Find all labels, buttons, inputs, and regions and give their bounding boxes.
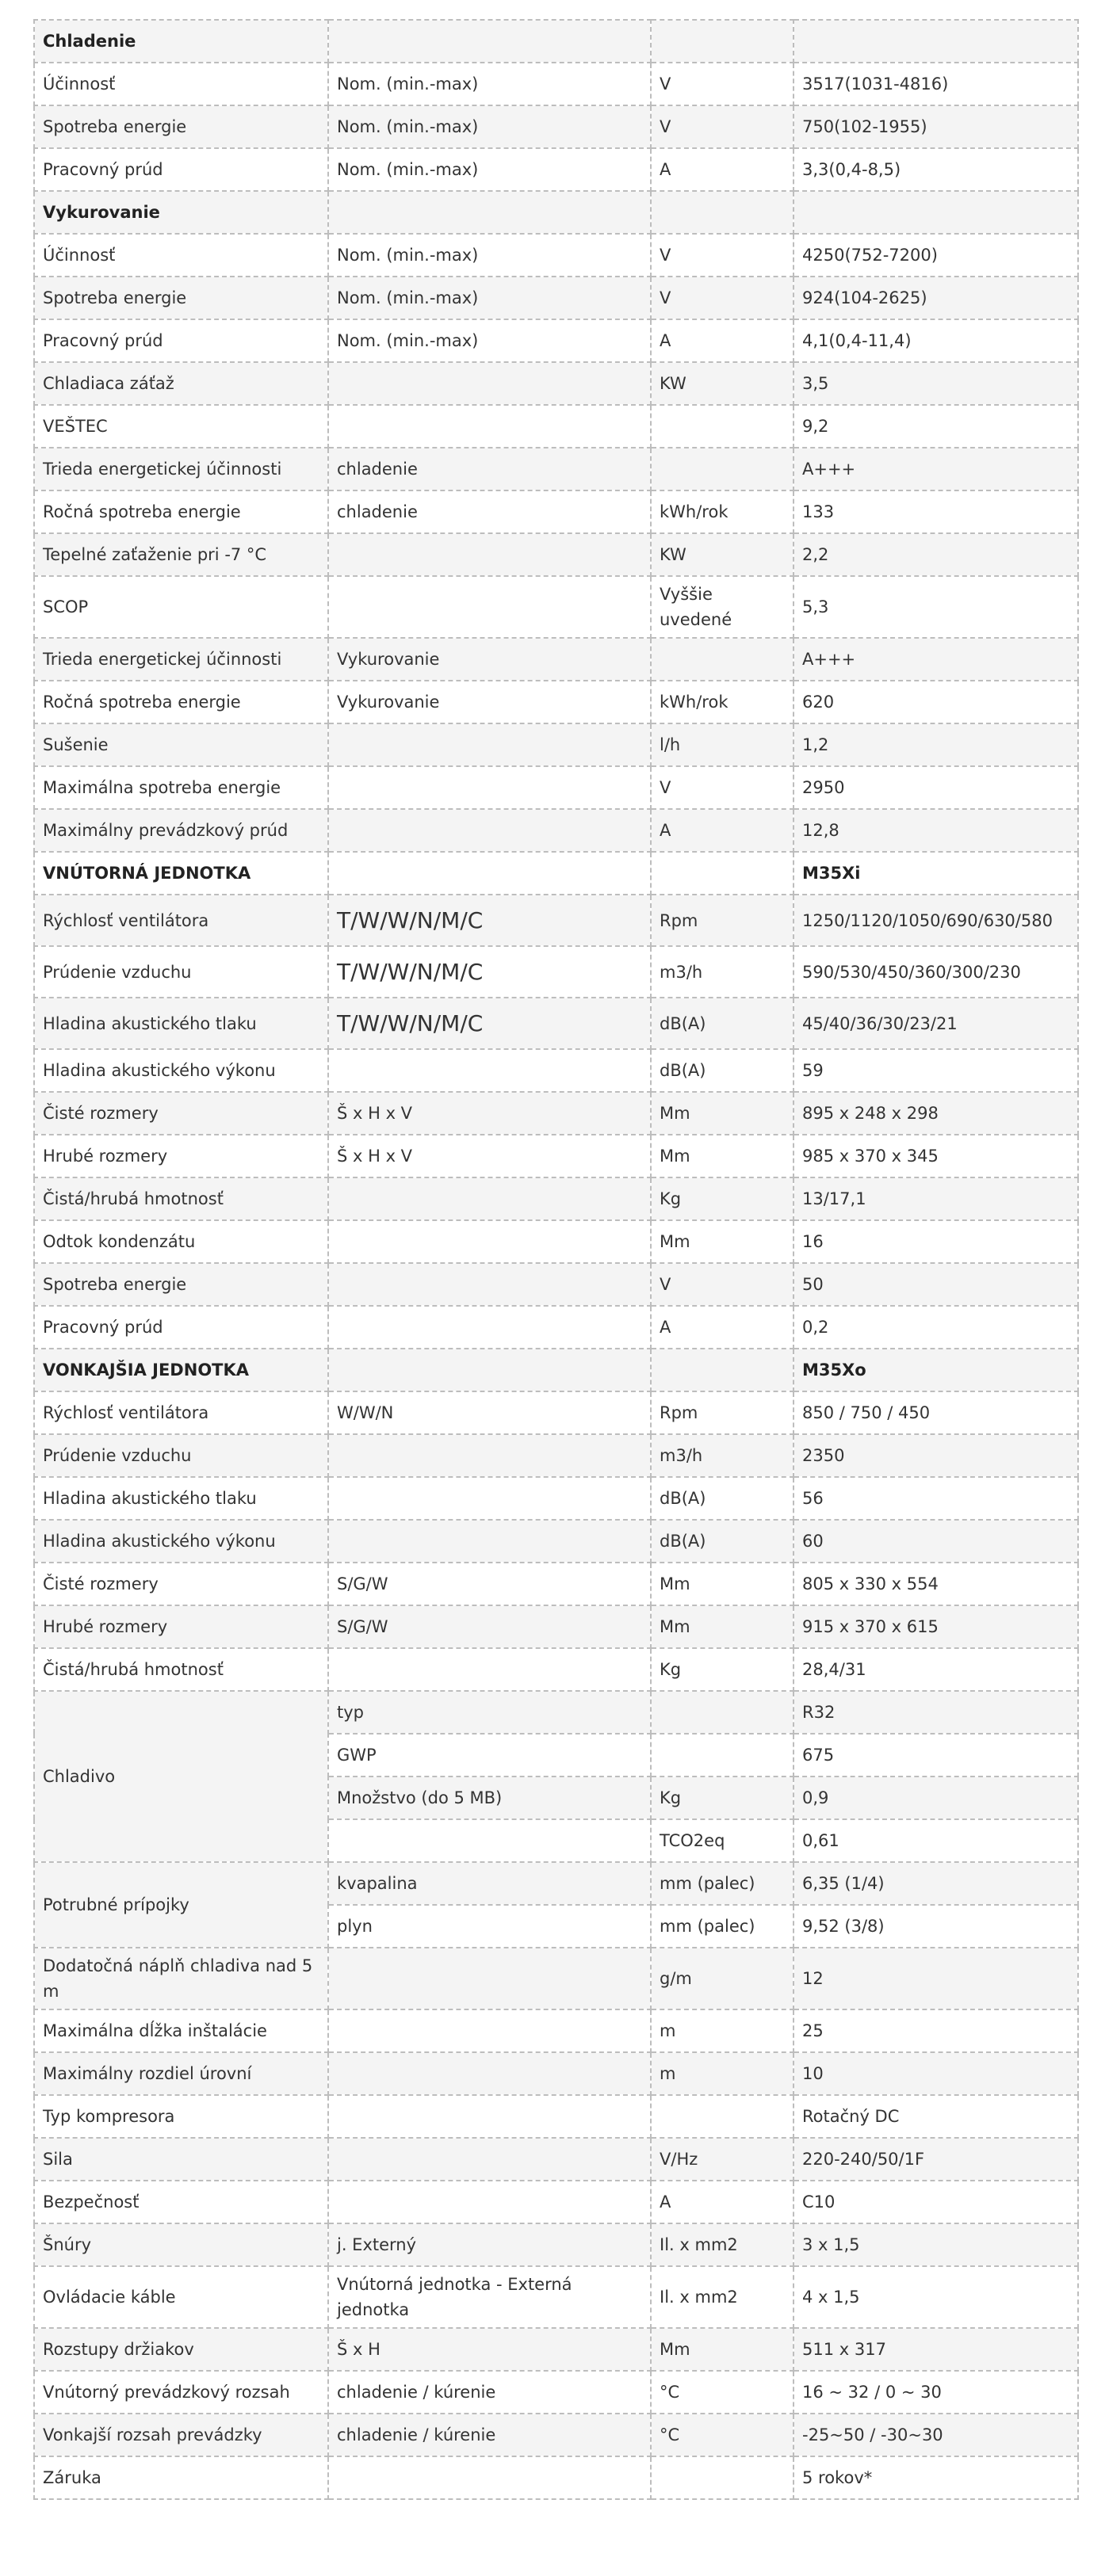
parameter-cell: Pracovný prúd [34, 319, 328, 362]
table-row [34, 681, 1078, 723]
condition-cell [328, 2052, 651, 2095]
value-cell: 1,2 [794, 723, 1078, 766]
condition-cell [328, 1220, 651, 1263]
table-row [34, 2223, 1078, 2266]
table-row [34, 63, 1078, 105]
condition-cell [328, 1349, 651, 1391]
table-row [34, 723, 1078, 766]
parameter-cell: VEŠTEC [34, 405, 328, 448]
condition-cell: W/W/N [328, 1391, 651, 1434]
value-cell: 1250/1120/1050/690/630/580 [794, 895, 1078, 946]
condition-cell: j. Externý [328, 2223, 651, 2266]
parameter-cell: Rozstupy držiakov [34, 2328, 328, 2371]
condition-cell [328, 1819, 651, 1862]
unit-cell: Rpm [651, 1391, 794, 1434]
unit-cell: Rpm [651, 895, 794, 946]
table-row [34, 946, 1078, 998]
value-cell: 4,1(0,4-11,4) [794, 319, 1078, 362]
unit-cell: Mm [651, 1092, 794, 1135]
value-cell: 2,2 [794, 533, 1078, 576]
unit-cell: dB(A) [651, 998, 794, 1049]
table-row [34, 277, 1078, 319]
value-cell: 28,4/31 [794, 1648, 1078, 1691]
condition-cell: Vykurovanie [328, 638, 651, 681]
parameter-cell: Pracovný prúd [34, 1306, 328, 1349]
unit-cell [651, 1691, 794, 1734]
table-row [34, 1092, 1078, 1135]
value-cell: 16 ~ 32 / 0 ~ 30 [794, 2371, 1078, 2414]
parameter-cell: Hladina akustického výkonu [34, 1049, 328, 1092]
value-cell: 13/17,1 [794, 1177, 1078, 1220]
table-row [34, 533, 1078, 576]
condition-cell [328, 20, 651, 63]
unit-cell: kWh/rok [651, 490, 794, 533]
value-cell: 45/40/36/30/23/21 [794, 998, 1078, 1049]
condition-cell: chladenie [328, 448, 651, 490]
table-row [34, 1648, 1078, 1691]
condition-cell [328, 1520, 651, 1563]
unit-cell: °C [651, 2371, 794, 2414]
table-row [34, 1605, 1078, 1648]
parameter-cell: Trieda energetickej účinnosti [34, 448, 328, 490]
table-row [34, 2052, 1078, 2095]
condition-cell [328, 1948, 651, 2009]
parameter-cell: Spotreba energie [34, 1263, 328, 1306]
unit-cell [651, 405, 794, 448]
value-cell: 3,5 [794, 362, 1078, 405]
table-row [34, 809, 1078, 852]
parameter-cell: Rýchlosť ventilátora [34, 1391, 328, 1434]
table-row [34, 1948, 1078, 2009]
parameter-cell: Hladina akustického výkonu [34, 1520, 328, 1563]
table-row [34, 234, 1078, 277]
table-row [34, 362, 1078, 405]
value-cell: 56 [794, 1477, 1078, 1520]
unit-cell [651, 852, 794, 895]
value-cell: 25 [794, 2009, 1078, 2052]
value-cell: 590/530/450/360/300/230 [794, 946, 1078, 998]
value-cell: 60 [794, 1520, 1078, 1563]
table-row [34, 1691, 1078, 1734]
table-row [34, 2181, 1078, 2223]
unit-cell: KW [651, 362, 794, 405]
unit-cell: dB(A) [651, 1477, 794, 1520]
parameter-cell: Ročná spotreba energie [34, 490, 328, 533]
unit-cell: m [651, 2009, 794, 2052]
unit-cell: V [651, 63, 794, 105]
value-cell: 4250(752-7200) [794, 234, 1078, 277]
table-row [34, 1306, 1078, 1349]
parameter-cell: Hrubé rozmery [34, 1605, 328, 1648]
value-cell: C10 [794, 2181, 1078, 2223]
value-cell: 4 x 1,5 [794, 2266, 1078, 2328]
table-row [34, 2328, 1078, 2371]
parameter-cell: VNÚTORNÁ JEDNOTKA [34, 852, 328, 895]
value-cell: 59 [794, 1049, 1078, 1092]
parameter-cell: Spotreba energie [34, 105, 328, 148]
unit-cell: Il. x mm2 [651, 2266, 794, 2328]
table-row [34, 895, 1078, 946]
parameter-cell: Vonkajší rozsah prevádzky [34, 2414, 328, 2456]
condition-cell: Š x H [328, 2328, 651, 2371]
unit-cell [651, 638, 794, 681]
parameter-cell: Rýchlosť ventilátora [34, 895, 328, 946]
parameter-cell: Bezpečnosť [34, 2181, 328, 2223]
table-row [34, 2456, 1078, 2499]
condition-cell: Nom. (min.-max) [328, 105, 651, 148]
unit-cell [651, 2456, 794, 2499]
parameter-cell: Hrubé rozmery [34, 1135, 328, 1177]
section-header-row [34, 1349, 1078, 1391]
condition-cell: chladenie / kúrenie [328, 2371, 651, 2414]
parameter-cell: Čisté rozmery [34, 1092, 328, 1135]
unit-cell: dB(A) [651, 1520, 794, 1563]
parameter-cell: Chladivo [34, 1691, 328, 1862]
value-cell: 5 rokov* [794, 2456, 1078, 2499]
condition-cell [328, 1648, 651, 1691]
condition-cell: Nom. (min.-max) [328, 277, 651, 319]
condition-cell: Š x H x V [328, 1092, 651, 1135]
table-row [34, 766, 1078, 809]
table-row [34, 2371, 1078, 2414]
table-row [34, 1263, 1078, 1306]
unit-cell: Il. x mm2 [651, 2223, 794, 2266]
condition-cell [328, 362, 651, 405]
unit-cell: m [651, 2052, 794, 2095]
parameter-cell: Maximálna spotreba energie [34, 766, 328, 809]
parameter-cell: Chladiaca záťaž [34, 362, 328, 405]
unit-cell: Kg [651, 1648, 794, 1691]
condition-cell [328, 576, 651, 638]
unit-cell: Kg [651, 1776, 794, 1819]
table-row [34, 638, 1078, 681]
parameter-cell: Potrubné prípojky [34, 1862, 328, 1948]
parameter-cell: Typ kompresora [34, 2095, 328, 2138]
value-cell: 9,2 [794, 405, 1078, 448]
table-row [34, 405, 1078, 448]
parameter-cell: VONKAJŠIA JEDNOTKA [34, 1349, 328, 1391]
unit-cell: dB(A) [651, 1049, 794, 1092]
value-cell: 12 [794, 1948, 1078, 2009]
value-cell: 50 [794, 1263, 1078, 1306]
condition-cell [328, 191, 651, 234]
value-cell: 16 [794, 1220, 1078, 1263]
condition-cell: Š x H x V [328, 1135, 651, 1177]
table-row [34, 148, 1078, 191]
unit-cell: V [651, 1263, 794, 1306]
condition-cell [328, 1177, 651, 1220]
table-row [34, 1477, 1078, 1520]
condition-cell: plyn [328, 1905, 651, 1948]
section-header-row [34, 20, 1078, 63]
unit-cell: V [651, 277, 794, 319]
value-cell: 620 [794, 681, 1078, 723]
table-row [34, 2414, 1078, 2456]
condition-cell [328, 2095, 651, 2138]
parameter-cell: Hladina akustického tlaku [34, 1477, 328, 1520]
condition-cell: Nom. (min.-max) [328, 148, 651, 191]
value-cell: 3517(1031-4816) [794, 63, 1078, 105]
section-header-row [34, 852, 1078, 895]
condition-cell: T/W/W/N/M/C [328, 998, 651, 1049]
value-cell: 750(102-1955) [794, 105, 1078, 148]
parameter-cell: Ovládacie káble [34, 2266, 328, 2328]
unit-cell: Vyššie uvedené [651, 576, 794, 638]
specifications-table [33, 19, 1079, 2500]
condition-cell [328, 1434, 651, 1477]
value-cell: 850 / 750 / 450 [794, 1391, 1078, 1434]
value-cell: 12,8 [794, 809, 1078, 852]
condition-cell [328, 1263, 651, 1306]
unit-cell: m3/h [651, 1434, 794, 1477]
condition-cell [328, 852, 651, 895]
parameter-cell: Maximálny prevádzkový prúd [34, 809, 328, 852]
unit-cell: g/m [651, 1948, 794, 2009]
table-row [34, 1563, 1078, 1605]
unit-cell [651, 191, 794, 234]
condition-cell: T/W/W/N/M/C [328, 946, 651, 998]
value-cell [794, 20, 1078, 63]
value-cell: 133 [794, 490, 1078, 533]
value-cell: 3,3(0,4-8,5) [794, 148, 1078, 191]
value-cell: 675 [794, 1734, 1078, 1776]
value-cell: Rotačný DC [794, 2095, 1078, 2138]
condition-cell [328, 1306, 651, 1349]
condition-cell [328, 2181, 651, 2223]
specifications-table-body [34, 20, 1078, 2499]
unit-cell: Mm [651, 1563, 794, 1605]
condition-cell: Nom. (min.-max) [328, 319, 651, 362]
parameter-cell: Vykurovanie [34, 191, 328, 234]
table-row [34, 576, 1078, 638]
table-row [34, 1177, 1078, 1220]
unit-cell: kWh/rok [651, 681, 794, 723]
unit-cell: Mm [651, 1220, 794, 1263]
table-row [34, 1049, 1078, 1092]
value-cell: 985 x 370 x 345 [794, 1135, 1078, 1177]
table-row [34, 2095, 1078, 2138]
value-cell: 2350 [794, 1434, 1078, 1477]
value-cell: 2950 [794, 766, 1078, 809]
table-row [34, 1220, 1078, 1263]
unit-cell [651, 20, 794, 63]
value-cell: 511 x 317 [794, 2328, 1078, 2371]
value-cell: A+++ [794, 448, 1078, 490]
value-cell: 805 x 330 x 554 [794, 1563, 1078, 1605]
value-cell: A+++ [794, 638, 1078, 681]
value-cell: 895 x 248 x 298 [794, 1092, 1078, 1135]
condition-cell: GWP [328, 1734, 651, 1776]
parameter-cell: Čisté rozmery [34, 1563, 328, 1605]
value-cell: -25~50 / -30~30 [794, 2414, 1078, 2456]
condition-cell: Vnútorná jednotka - Externá jednotka [328, 2266, 651, 2328]
parameter-cell: SCOP [34, 576, 328, 638]
condition-cell [328, 2009, 651, 2052]
parameter-cell: Účinnosť [34, 63, 328, 105]
condition-cell: S/G/W [328, 1563, 651, 1605]
condition-cell: kvapalina [328, 1862, 651, 1905]
unit-cell: mm (palec) [651, 1862, 794, 1905]
parameter-cell: Maximálna dĺžka inštalácie [34, 2009, 328, 2052]
condition-cell [328, 723, 651, 766]
value-cell: 924(104-2625) [794, 277, 1078, 319]
unit-cell: A [651, 319, 794, 362]
parameter-cell: Vnútorný prevádzkový rozsah [34, 2371, 328, 2414]
unit-cell: °C [651, 2414, 794, 2456]
unit-cell: V [651, 105, 794, 148]
parameter-cell: Dodatočná náplň chladiva nad 5 m [34, 1948, 328, 2009]
unit-cell [651, 2095, 794, 2138]
parameter-cell: Prúdenie vzduchu [34, 946, 328, 998]
table-row [34, 1135, 1078, 1177]
value-cell: 3 x 1,5 [794, 2223, 1078, 2266]
table-row [34, 1520, 1078, 1563]
unit-cell [651, 1734, 794, 1776]
condition-cell [328, 405, 651, 448]
parameter-cell: Ročná spotreba energie [34, 681, 328, 723]
parameter-cell: Pracovný prúd [34, 148, 328, 191]
value-cell: 5,3 [794, 576, 1078, 638]
parameter-cell: Účinnosť [34, 234, 328, 277]
condition-cell: Nom. (min.-max) [328, 234, 651, 277]
condition-cell [328, 533, 651, 576]
parameter-cell: Chladenie [34, 20, 328, 63]
unit-cell: Mm [651, 1605, 794, 1648]
parameter-cell: Trieda energetickej účinnosti [34, 638, 328, 681]
condition-cell: Nom. (min.-max) [328, 63, 651, 105]
value-cell: M35Xo [794, 1349, 1078, 1391]
parameter-cell: Čistá/hrubá hmotnosť [34, 1177, 328, 1220]
table-row [34, 1862, 1078, 1905]
unit-cell: A [651, 2181, 794, 2223]
value-cell: M35Xi [794, 852, 1078, 895]
value-cell: 220-240/50/1F [794, 2138, 1078, 2181]
condition-cell: chladenie [328, 490, 651, 533]
section-header-row [34, 191, 1078, 234]
specifications-table-wrapper [33, 19, 1077, 2500]
table-row [34, 2009, 1078, 2052]
unit-cell: V/Hz [651, 2138, 794, 2181]
parameter-cell: Tepelné zaťaženie pri -7 °C [34, 533, 328, 576]
value-cell: 0,61 [794, 1819, 1078, 1862]
value-cell: 0,9 [794, 1776, 1078, 1819]
condition-cell [328, 2138, 651, 2181]
table-row [34, 1391, 1078, 1434]
unit-cell: l/h [651, 723, 794, 766]
table-row [34, 998, 1078, 1049]
table-row [34, 319, 1078, 362]
value-cell [794, 191, 1078, 234]
table-row [34, 105, 1078, 148]
parameter-cell: Odtok kondenzátu [34, 1220, 328, 1263]
unit-cell: Kg [651, 1177, 794, 1220]
condition-cell [328, 2456, 651, 2499]
condition-cell: Množstvo (do 5 MB) [328, 1776, 651, 1819]
value-cell: 10 [794, 2052, 1078, 2095]
parameter-cell: Sušenie [34, 723, 328, 766]
parameter-cell: Čistá/hrubá hmotnosť [34, 1648, 328, 1691]
condition-cell [328, 1049, 651, 1092]
unit-cell [651, 448, 794, 490]
table-row [34, 448, 1078, 490]
value-cell: 9,52 (3/8) [794, 1905, 1078, 1948]
parameter-cell: Maximálny rozdiel úrovní [34, 2052, 328, 2095]
parameter-cell: Sila [34, 2138, 328, 2181]
condition-cell: S/G/W [328, 1605, 651, 1648]
unit-cell [651, 1349, 794, 1391]
condition-cell: Vykurovanie [328, 681, 651, 723]
value-cell: 915 x 370 x 615 [794, 1605, 1078, 1648]
unit-cell: TCO2eq [651, 1819, 794, 1862]
unit-cell: A [651, 809, 794, 852]
unit-cell: A [651, 148, 794, 191]
unit-cell: m3/h [651, 946, 794, 998]
unit-cell: KW [651, 533, 794, 576]
parameter-cell: Hladina akustického tlaku [34, 998, 328, 1049]
parameter-cell: Šnúry [34, 2223, 328, 2266]
value-cell: 6,35 (1/4) [794, 1862, 1078, 1905]
unit-cell: Mm [651, 1135, 794, 1177]
condition-cell: typ [328, 1691, 651, 1734]
unit-cell: mm (palec) [651, 1905, 794, 1948]
condition-cell: T/W/W/N/M/C [328, 895, 651, 946]
parameter-cell: Spotreba energie [34, 277, 328, 319]
parameter-cell: Záruka [34, 2456, 328, 2499]
value-cell: R32 [794, 1691, 1078, 1734]
condition-cell [328, 809, 651, 852]
parameter-cell: Prúdenie vzduchu [34, 1434, 328, 1477]
unit-cell: A [651, 1306, 794, 1349]
condition-cell [328, 766, 651, 809]
condition-cell: chladenie / kúrenie [328, 2414, 651, 2456]
unit-cell: Mm [651, 2328, 794, 2371]
condition-cell [328, 1477, 651, 1520]
table-row [34, 2138, 1078, 2181]
table-row [34, 1434, 1078, 1477]
table-row [34, 2266, 1078, 2328]
unit-cell: V [651, 766, 794, 809]
unit-cell: V [651, 234, 794, 277]
table-row [34, 490, 1078, 533]
value-cell: 0,2 [794, 1306, 1078, 1349]
